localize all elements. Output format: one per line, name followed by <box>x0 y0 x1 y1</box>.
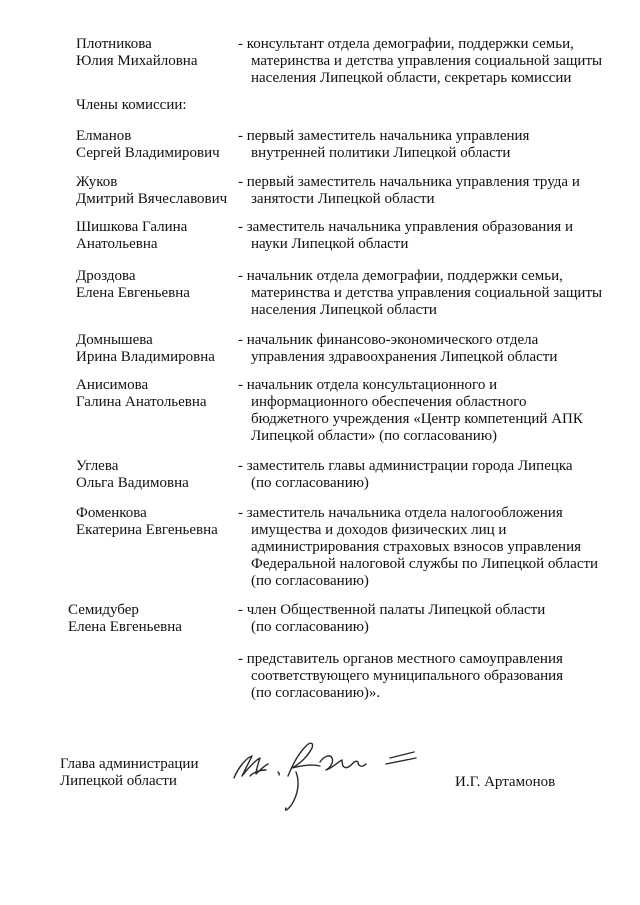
member-surname: Шишкова Галина <box>76 219 188 235</box>
member-given-name: Ирина Владимировна <box>76 349 215 365</box>
duty-line: - заместитель главы администрации города Липецка <box>238 458 573 474</box>
duty-line: (по согласованию) <box>251 475 369 491</box>
handwritten-signature <box>226 732 426 818</box>
duty-line: населения Липецкой области <box>251 302 437 318</box>
duty-line: - начальник отдела демографии, поддержки семьи, <box>238 268 563 284</box>
duty-line: (по согласованию) <box>251 573 369 589</box>
member-name <box>76 219 236 253</box>
members-heading: Члены комиссии: <box>76 97 187 113</box>
member-given-name: Дмитрий Вячеславович <box>76 191 228 207</box>
member-name <box>76 332 236 366</box>
member-duty <box>238 174 630 208</box>
member-given-name: Елена Евгеньевна <box>76 285 190 301</box>
member-name <box>68 602 228 636</box>
duty-line: (по согласованию)». <box>251 685 381 701</box>
member-duty <box>238 458 630 492</box>
duty-line: населения Липецкой области, секретарь комиссии <box>251 70 572 86</box>
member-duty <box>238 651 630 702</box>
duty-line: управления здравоохранения Липецкой области <box>251 349 558 365</box>
member-name <box>76 505 236 539</box>
member-name <box>76 174 236 208</box>
member-name <box>76 268 236 302</box>
member-surname: Домнышева <box>76 332 153 348</box>
member-surname: Семидубер <box>68 602 139 618</box>
member-given-name: Анатольевна <box>76 236 158 252</box>
member-given-name: Елена Евгеньевна <box>68 619 182 635</box>
duty-line: - консультант отдела демографии, поддержки семьи, <box>238 36 574 52</box>
duty-line: - представитель органов местного самоуправления <box>238 651 563 667</box>
duty-line: - начальник финансово-экономического отдела <box>238 332 539 348</box>
member-given-name: Ольга Вадимовна <box>76 475 189 491</box>
duty-line: администрирования страховых взносов управления <box>251 539 581 555</box>
duty-line: (по согласованию) <box>251 619 369 635</box>
duty-line: материнства и детства управления социальной защиты <box>251 285 603 301</box>
member-surname: Фоменкова <box>76 505 147 521</box>
duty-line: имущества и доходов физических лиц и <box>251 522 507 538</box>
member-name <box>76 128 236 162</box>
member-duty <box>238 268 630 319</box>
duty-line: материнства и детства управления социальной защиты <box>251 53 603 69</box>
duty-line: - первый заместитель начальника управления <box>238 128 530 144</box>
member-duty <box>238 602 630 636</box>
member-given-name: Екатерина Евгеньевна <box>76 522 218 538</box>
member-surname: Елманов <box>76 128 132 144</box>
member-surname: Дроздова <box>76 268 136 284</box>
duty-line: - начальник отдела консультационного и <box>238 377 498 393</box>
secretary-surname: Плотникова <box>76 36 152 52</box>
duty-line: науки Липецкой области <box>251 236 409 252</box>
member-duty <box>238 128 630 162</box>
duty-line: Федеральной налоговой службы по Липецкой области <box>251 556 599 572</box>
duty-line: информационного обеспечения областного <box>251 394 527 410</box>
secretary-name <box>76 36 236 70</box>
secretary-duty <box>238 36 630 87</box>
duty-line: - член Общественной палаты Липецкой области <box>238 602 546 618</box>
member-duty <box>238 332 630 366</box>
signer-name: И.Г. Артамонов <box>455 774 556 790</box>
duty-line: бюджетного учреждения «Центр компетенций АПК <box>251 411 583 427</box>
member-name <box>76 458 236 492</box>
duty-line: - заместитель начальника управления образования и <box>238 219 573 235</box>
member-duty <box>238 377 630 445</box>
signatory-title <box>60 756 198 790</box>
duty-line: занятости Липецкой области <box>251 191 435 207</box>
duty-line: Липецкой области» (по согласованию) <box>251 428 498 444</box>
member-duty <box>238 505 630 590</box>
member-given-name: Сергей Владимирович <box>76 145 220 161</box>
member-surname: Углева <box>76 458 119 474</box>
member-surname: Анисимова <box>76 377 149 393</box>
signatory-title-line: Липецкой области <box>60 773 177 789</box>
duty-line: соответствующего муниципального образования <box>251 668 564 684</box>
duty-line: внутренней политики Липецкой области <box>251 145 511 161</box>
signatory-title-line: Глава администрации <box>60 756 199 772</box>
member-name <box>76 377 236 411</box>
duty-line: - первый заместитель начальника управления труда и <box>238 174 580 190</box>
secretary-given-name: Юлия Михайловна <box>76 53 198 69</box>
member-surname: Жуков <box>76 174 118 190</box>
member-given-name: Галина Анатольевна <box>76 394 207 410</box>
member-duty <box>238 219 630 253</box>
duty-line: - заместитель начальника отдела налогообложения <box>238 505 563 521</box>
